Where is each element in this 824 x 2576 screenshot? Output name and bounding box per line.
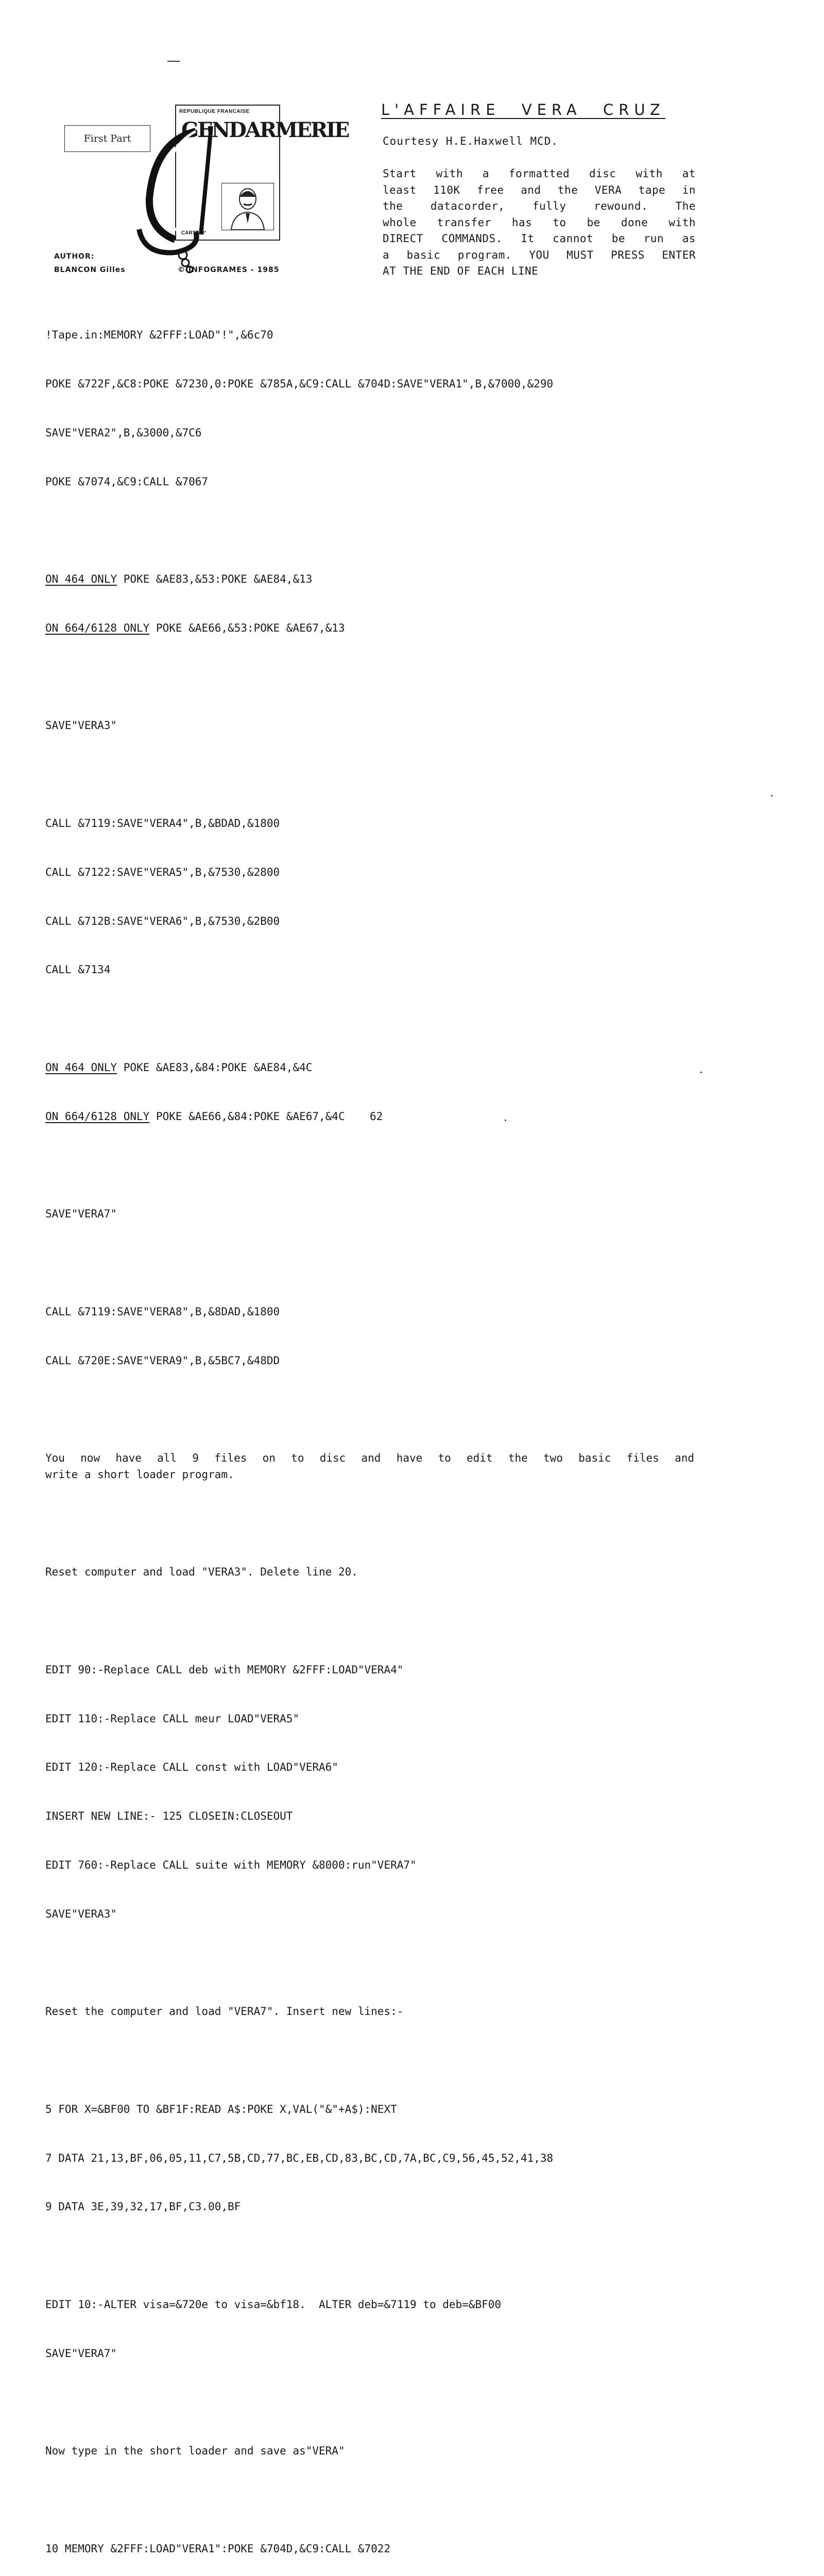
code-line: SAVE"VERA3"	[45, 719, 117, 732]
code-line	[45, 1060, 699, 1076]
code-line: POKE &722F,&C8:POKE &7230,0:POKE &785A,&C9:CALL &704D:SAVE"VERA1",B,&7000,&290	[45, 377, 554, 390]
code-line: SAVE"VERA7"	[45, 1208, 117, 1221]
code-line: EDIT 110:-Replace CALL meur LOAD"VERA5"	[45, 1712, 300, 1725]
copyright-notice: © INFOGRAMES - 1985	[178, 266, 280, 274]
scan-mark	[771, 795, 772, 796]
text-line: Reset the computer and load "VERA7". Insert new lines:-	[45, 2005, 404, 2018]
code-line: CALL &7122:SAVE"VERA5",B,&7530,&2800	[45, 866, 280, 878]
page-number: 62	[370, 1110, 383, 1123]
code-line	[45, 571, 699, 588]
code-line: EDIT 90:-Replace CALL deb with MEMORY &2FFF:LOAD"VERA4"	[45, 1663, 404, 1676]
machine-condition: ON 664/6128 ONLY	[45, 621, 150, 634]
code-line: EDIT 10:-ALTER visa=&720e to visa=&bf18. ALTER deb=&7119 to deb=&BF00	[45, 2298, 502, 2311]
card-title: GENDARMERIE	[181, 118, 349, 142]
code-line: SAVE"VERA2",B,&3000,&7C6	[45, 426, 202, 439]
code-line	[45, 620, 699, 637]
code-line: EDIT 120:-Replace CALL const with LOAD"VERA6"	[45, 1761, 338, 1774]
intro-paragraph	[383, 166, 696, 280]
code-line: 7 DATA 21,13,BF,06,05,11,C7,5B,CD,77,BC,EB,CD,83,BC,CD,7A,BC,C9,56,45,52,41,38	[45, 2151, 554, 2164]
code-line: SAVE"VERA7"	[45, 2347, 117, 2360]
author-name: BLANCON Gilles	[54, 266, 126, 274]
code-line: 9 DATA 3E,39,32,17,BF,C3.00,BF	[45, 2200, 241, 2213]
intro-line: DIRECT COMMANDS. It cannot be run as	[383, 232, 696, 245]
code-command: POKE &AE83,&53:POKE &AE84,&13	[117, 573, 313, 586]
code-line: CALL &7119:SAVE"VERA4",B,&BDAD,&1800	[45, 817, 280, 829]
code-line: !Tape.in:MEMORY &2FFF:LOAD"!",&6c70	[45, 329, 273, 342]
paragraph-line: You now have all 9 files on to disc and have to edit the two basic files and	[45, 1452, 694, 1465]
machine-condition: ON 464 ONLY	[45, 1061, 117, 1074]
code-command: POKE &AE66,&53:POKE &AE67,&13	[149, 621, 345, 634]
machine-condition: ON 664/6128 ONLY	[45, 1110, 150, 1123]
intro-line: Start with a formatted disc with at	[383, 167, 696, 180]
code-line: INSERT NEW LINE:- 125 CLOSEIN:CLOSEOUT	[45, 1810, 293, 1823]
intro-line: the datacorder, fully rewound. The	[383, 200, 696, 212]
machine-condition: ON 464 ONLY	[45, 573, 117, 586]
paragraph-line: write a short loader program.	[45, 1468, 234, 1481]
code-command: POKE &AE66,&84:POKE &AE67,&4C	[149, 1110, 345, 1123]
code-line: SAVE"VERA3"	[45, 1907, 117, 1920]
code-line: CALL &720E:SAVE"VERA9",B,&5BC7,&48DD	[45, 1354, 280, 1367]
code-line: 10 MEMORY &2FFF:LOAD"VERA1":POKE &704D,&C9:CALL &7022	[45, 2542, 391, 2555]
article-title: L'AFFAIRE VERA CRUZ	[381, 101, 665, 118]
instructions-paragraph	[45, 1450, 694, 1483]
cover-illustration	[57, 100, 349, 276]
text-line: Now type in the short loader and save as"VERA"	[45, 2445, 345, 2458]
intro-line: AT THE END OF EACH LINE	[383, 265, 539, 277]
first-part-label: First Part	[64, 125, 150, 152]
listing-body	[45, 295, 699, 2576]
code-command: POKE &AE83,&84:POKE &AE84,&4C	[117, 1061, 313, 1074]
intro-line: least 110K free and the VERA tape in	[383, 183, 696, 196]
handcuffs-icon	[134, 121, 258, 270]
code-line: CALL &712B:SAVE"VERA6",B,&7530,&2B00	[45, 914, 280, 927]
card-header: REPUBLIQUE FRANCAISE	[179, 109, 250, 114]
code-line: CALL &7119:SAVE"VERA8",B,&8DAD,&1800	[45, 1305, 280, 1318]
code-line: EDIT 760:-Replace CALL suite with MEMORY &8000:run"VERA7"	[45, 1859, 417, 1871]
author-label: AUTHOR:	[54, 252, 95, 261]
scan-mark	[167, 61, 180, 62]
scan-mark	[700, 1072, 702, 1073]
code-line: CALL &7134	[45, 963, 111, 976]
intro-line: a basic program. YOU MUST PRESS ENTER	[383, 248, 696, 261]
code-line: 5 FOR X=&BF00 TO &BF1F:READ A$:POKE X,VAL("&"+A$):NEXT	[45, 2103, 397, 2115]
text-line: Reset computer and load "VERA3". Delete line 20.	[45, 1566, 358, 1579]
card-footer: CARTE N°	[181, 230, 207, 236]
scan-mark	[505, 1120, 506, 1121]
code-line: POKE &7074,&C9:CALL &7067	[45, 475, 209, 488]
intro-line: whole transfer has to be done with	[383, 216, 696, 229]
courtesy-line: Courtesy H.E.Haxwell MCD.	[383, 135, 559, 147]
